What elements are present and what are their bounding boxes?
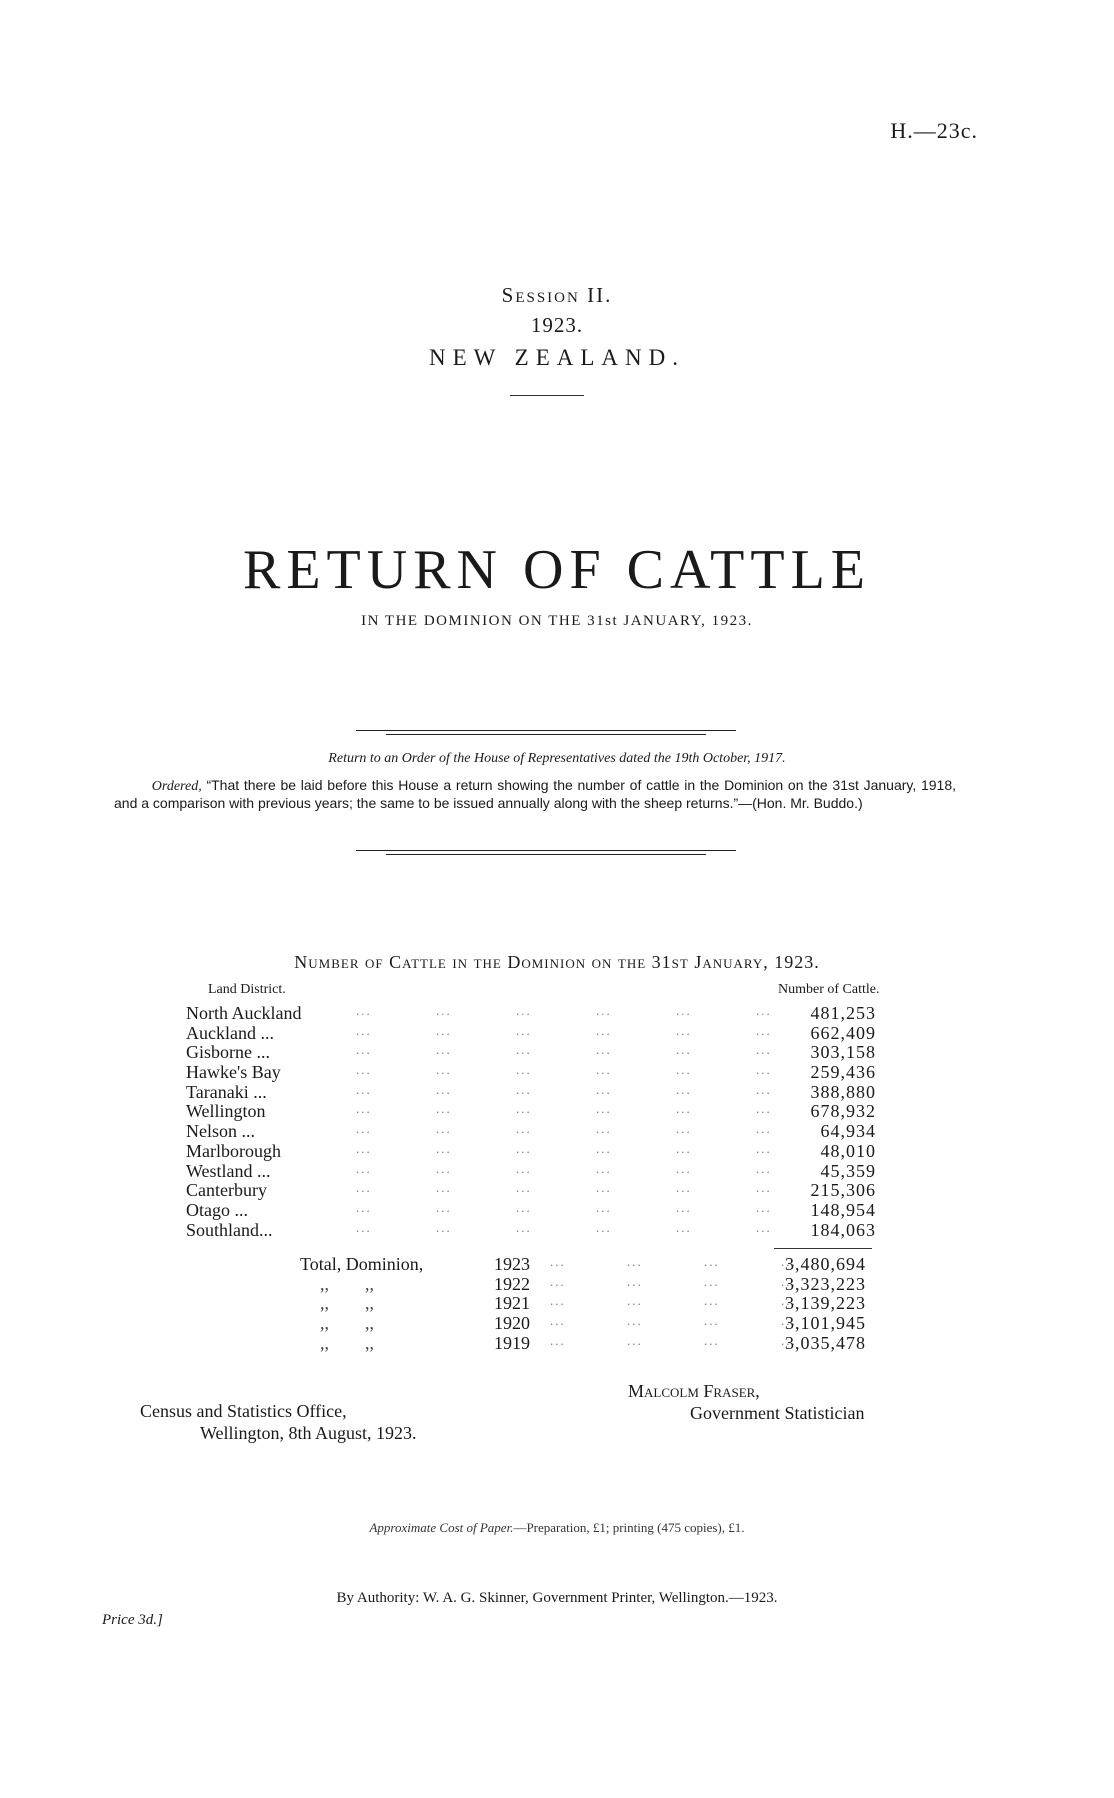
- district-name: Canterbury: [186, 1180, 267, 1201]
- cattle-count: 215,306: [810, 1180, 876, 1201]
- table-row: [186, 1101, 906, 1121]
- office-line: Census and Statistics Office,: [140, 1401, 347, 1421]
- total-row: [300, 1254, 910, 1274]
- signer-name: Malcolm Fraser,: [628, 1381, 760, 1401]
- district-name: Auckland ...: [186, 1022, 274, 1043]
- leader-dots: ... ... ... ... ... ...: [356, 1180, 772, 1196]
- ordered-label: Ordered,: [151, 779, 202, 794]
- cattle-count: 184,063: [810, 1219, 876, 1240]
- total-count: 3,480,694: [785, 1254, 866, 1274]
- leader-dots: ... ... ... ... ... ...: [356, 1062, 772, 1078]
- table-row: [186, 1121, 906, 1141]
- leader-dots: ... ... ... ... ... ...: [356, 1101, 772, 1117]
- country-heading: NEW ZEALAND.: [428, 345, 686, 370]
- district-name: Nelson ...: [186, 1121, 255, 1142]
- column-header-district: Land District.: [208, 982, 286, 997]
- district-name: Gisborne ...: [186, 1042, 270, 1063]
- office-date-line: Wellington, 8th August, 1923.: [200, 1423, 417, 1443]
- order-reference: Return to an Order of the House of Representatives dated the 19th October, 1917.: [328, 751, 786, 766]
- leader-dots: ... ... ... ...: [550, 1254, 797, 1269]
- district-name: Westland ...: [186, 1160, 271, 1181]
- document-subtitle: IN THE DOMINION ON THE 31st JANUARY, 1923.: [361, 613, 753, 629]
- table-row: [186, 1220, 906, 1240]
- district-name: Taranaki ...: [186, 1081, 267, 1102]
- printer-imprint: By Authority: W. A. G. Skinner, Government Printer, Wellington.—1923.: [336, 1590, 778, 1606]
- total-divider: [774, 1248, 872, 1249]
- table-row: [186, 1141, 906, 1161]
- total-count: 3,035,478: [785, 1332, 866, 1353]
- total-row: [300, 1293, 910, 1313]
- leader-dots: ... ... ... ... ... ...: [356, 1219, 772, 1235]
- divider: [510, 395, 584, 396]
- total-count: 3,101,945: [785, 1313, 866, 1334]
- ditto-marks: ,, ,,: [320, 1313, 374, 1334]
- session-year: 1923.: [530, 313, 584, 337]
- total-year: 1919: [494, 1332, 530, 1353]
- cattle-count: 303,158: [810, 1042, 876, 1063]
- table-title: Number of Cattle in the Dominion on the 31st January, 1923.: [294, 952, 820, 972]
- order-body: “That there be laid before this House a return showing the number of cattle in the Dominion on the 31st January, 1918, and a comparison with previous years; the same to be issued annually along with the sheep returns.”—(Hon. Mr. Buddo.): [114, 777, 957, 811]
- document-title: RETURN OF CATTLE: [243, 539, 871, 601]
- district-table: [186, 1003, 906, 1239]
- office-address: [140, 1400, 417, 1444]
- total-label: Total, Dominion,: [300, 1254, 424, 1274]
- leader-dots: ... ... ... ... ... ...: [356, 1140, 772, 1156]
- cost-label: Approximate Cost of Paper.: [369, 1520, 514, 1535]
- ditto-marks: ,, ,,: [320, 1273, 374, 1294]
- district-name: North Auckland: [186, 1003, 302, 1023]
- total-year: 1922: [494, 1273, 530, 1294]
- total-count: 3,323,223: [785, 1273, 866, 1294]
- cattle-count: 48,010: [820, 1140, 876, 1161]
- district-name: Hawke's Bay: [186, 1062, 281, 1083]
- table-row: [186, 1200, 906, 1220]
- table-row: [186, 1042, 906, 1062]
- ditto-marks: ,, ,,: [320, 1293, 374, 1314]
- total-row: [300, 1333, 910, 1353]
- totals-table: [300, 1254, 910, 1352]
- cattle-count: 481,253: [810, 1003, 876, 1023]
- total-year: 1923: [494, 1254, 530, 1274]
- divider: [356, 850, 736, 851]
- leader-dots: ... ... ... ... ... ...: [356, 1003, 772, 1018]
- table-row: [186, 1180, 906, 1200]
- leader-dots: ... ... ... ... ... ...: [356, 1022, 772, 1038]
- price-note: Price 3d.]: [102, 1612, 163, 1628]
- table-row: [186, 1062, 906, 1082]
- leader-dots: ... ... ... ... ... ...: [356, 1081, 772, 1097]
- document-reference: H.—23c.: [890, 118, 978, 143]
- total-row: [300, 1274, 910, 1294]
- district-name: Southland...: [186, 1219, 273, 1240]
- cost-note: [0, 1520, 1114, 1536]
- cattle-count: 662,409: [810, 1022, 876, 1043]
- session-label: Session II.: [501, 283, 613, 307]
- district-name: Marlborough: [186, 1140, 281, 1161]
- order-text: [114, 777, 956, 812]
- total-year: 1921: [494, 1293, 530, 1314]
- cost-text: —Preparation, £1; printing (475 copies), £1.: [513, 1520, 745, 1535]
- cattle-count: 45,359: [820, 1160, 876, 1181]
- table-row: [186, 1161, 906, 1181]
- cattle-count: 64,934: [820, 1121, 876, 1142]
- table-row: [186, 1003, 906, 1023]
- table-row: [186, 1082, 906, 1102]
- cattle-count: 388,880: [810, 1081, 876, 1102]
- table-row: [186, 1023, 906, 1043]
- cattle-count: 678,932: [810, 1101, 876, 1122]
- divider: [386, 734, 706, 735]
- leader-dots: ... ... ... ... ... ...: [356, 1160, 772, 1176]
- total-row: [300, 1313, 910, 1333]
- divider: [386, 854, 706, 855]
- cattle-count: 259,436: [810, 1062, 876, 1083]
- total-year: 1920: [494, 1313, 530, 1334]
- signer-title: Government Statistician: [690, 1403, 865, 1423]
- cattle-count: 148,954: [810, 1199, 876, 1220]
- total-count: 3,139,223: [785, 1293, 866, 1314]
- ditto-marks: ,, ,,: [320, 1332, 374, 1353]
- leader-dots: ... ... ... ...: [550, 1273, 797, 1289]
- leader-dots: ... ... ... ... ... ...: [356, 1199, 772, 1215]
- district-name: Otago ...: [186, 1199, 248, 1220]
- signature-block: [628, 1380, 864, 1424]
- leader-dots: ... ... ... ... ... ...: [356, 1121, 772, 1137]
- leader-dots: ... ... ... ...: [550, 1313, 797, 1329]
- divider: [356, 730, 736, 731]
- district-name: Wellington: [186, 1101, 266, 1122]
- leader-dots: ... ... ... ...: [550, 1332, 797, 1348]
- leader-dots: ... ... ... ...: [550, 1293, 797, 1309]
- leader-dots: ... ... ... ... ... ...: [356, 1042, 772, 1058]
- column-header-cattle: Number of Cattle.: [778, 982, 880, 997]
